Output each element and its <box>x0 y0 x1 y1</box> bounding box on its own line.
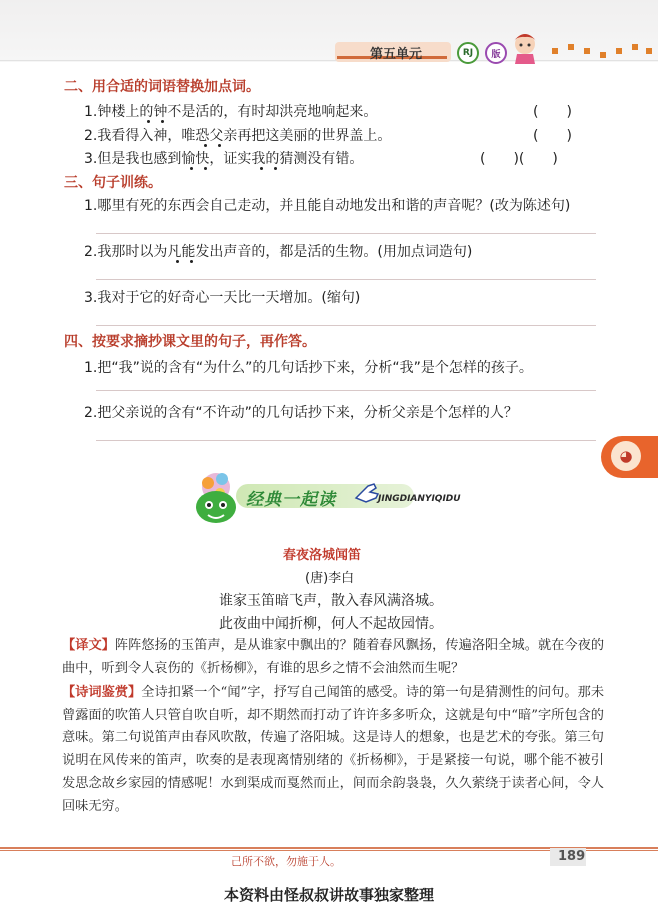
s3-answer-line-3[interactable] <box>96 325 596 326</box>
s3-question-1: 1.哪里有死的东西会自己走动，并且能自动地发出和谐的声音呢？(改为陈述句) <box>84 198 571 214</box>
emphasis-dot <box>176 260 179 263</box>
emphasis-dot <box>147 120 150 123</box>
banner-title: 经典一起读 <box>246 490 336 510</box>
s3-question-3: 3.我对于它的好奇心一天比一天增加。(缩句) <box>84 290 361 306</box>
s4-question-2: 2.把父亲说的含有“不许动”的几句话抄下来，分析父亲是个怎样的人？ <box>84 405 518 421</box>
credit-line: 本资料由怪叔叔讲故事独家整理 <box>223 886 434 904</box>
edition-badge: 版 <box>485 42 507 64</box>
footer-motto: 己所不欲，勿施于人。 <box>231 855 341 868</box>
s4-answer-line-2[interactable] <box>96 440 596 441</box>
appreciation-text: 全诗扣紧一个“闻”字，抒写自己闻笛的感受。诗的第一句是猜测性的问句。那未曾露面的吹笛人只管自吹自听，却不期然而打动了许许多多听众，这就是句中“暗”字所包含的意味。第二句说笛声由春风吹散，传遍了洛阳城。这是诗人的想象，也是艺术的夸张。第三句说明在风传来的笛声，吹奏的是表现离情别绪的《折杨柳》，于是紧接一句说，哪个能不被引发思念故乡家园的情感呢！水到渠成而戛然而止，间而余韵袅袅，久久萦绕于读者心间，令人回味无穷。 <box>62 685 605 814</box>
rj-badge: RJ <box>457 42 479 64</box>
s4-question-1: 1.把“我”说的含有“为什么”的几句话抄下来，分析“我”是个怎样的孩子。 <box>84 360 533 376</box>
section-2-heading: 二、用合适的词语替换加点词。 <box>64 79 260 95</box>
header-decor <box>552 48 558 54</box>
emphasis-dot <box>218 144 221 147</box>
header-band <box>0 0 658 62</box>
emphasis-dot <box>190 167 193 170</box>
translation-tag: 【译文】 <box>62 638 115 653</box>
emphasis-dot <box>274 167 277 170</box>
banner-subtitle: JINGDIANYIQIDU <box>378 494 461 504</box>
s2-answer-blank-3[interactable]: ( )( ) <box>480 151 558 167</box>
header-decor <box>632 44 638 50</box>
header-decor <box>584 48 590 54</box>
emphasis-dot <box>260 167 263 170</box>
emphasis-dot <box>204 167 207 170</box>
poem-title: 春夜洛城闻笛 <box>283 548 362 563</box>
emphasis-dot <box>190 260 193 263</box>
header-decor <box>616 48 622 54</box>
section-4-heading: 四、按要求摘抄课文里的句子，再作答。 <box>64 334 316 350</box>
page-number: 189 <box>558 849 586 864</box>
s2-question-3: 3.但是我也感到愉快，证实我的猜测没有错。 <box>84 151 364 167</box>
header-decor <box>646 48 652 54</box>
s3-question-2: 2.我那时以为凡能发出声音的，都是活的生物。(用加点词造句) <box>84 244 473 260</box>
s4-answer-line-1[interactable] <box>96 390 596 391</box>
s2-question-2: 2.我看得入神，唯恐父亲再把这美丽的世界盖上。 <box>84 128 392 144</box>
translation-text: 阵阵悠扬的玉笛声，是从谁家中飘出的？随着春风飘扬，传遍洛阳全城。就在今夜的曲中，听到令人哀伤的《折杨柳》，有谁的思乡之情不会油然而生呢？ <box>62 638 605 676</box>
emphasis-dot <box>204 144 207 147</box>
header-divider <box>0 60 658 61</box>
section-3-heading: 三、句子训练。 <box>64 175 162 191</box>
emphasis-dot <box>161 120 164 123</box>
s2-answer-blank-1[interactable]: ( ) <box>533 104 572 120</box>
poem-author: (唐)李白 <box>305 571 355 586</box>
appreciation-paragraph <box>62 682 604 818</box>
s3-answer-line-1[interactable] <box>96 233 596 234</box>
s2-answer-blank-2[interactable]: ( ) <box>533 128 572 144</box>
header-decor <box>568 44 574 50</box>
fox-face-icon: ◕ <box>611 441 641 471</box>
appreciation-tag: 【诗词鉴赏】 <box>62 685 142 700</box>
poem-line-2: 此夜曲中闻折柳，何人不起故园情。 <box>219 616 443 632</box>
translation-paragraph <box>62 635 604 680</box>
s3-answer-line-2[interactable] <box>96 279 596 280</box>
unit-title: 第五单元 <box>370 47 423 62</box>
header-decor <box>600 52 606 58</box>
poem-line-1: 谁家玉笛暗飞声，散入春风满洛城。 <box>219 593 443 609</box>
s2-question-1: 1.钟楼上的钟不是活的，有时却洪亮地响起来。 <box>84 104 378 120</box>
girl-mascot-icon <box>505 28 545 64</box>
